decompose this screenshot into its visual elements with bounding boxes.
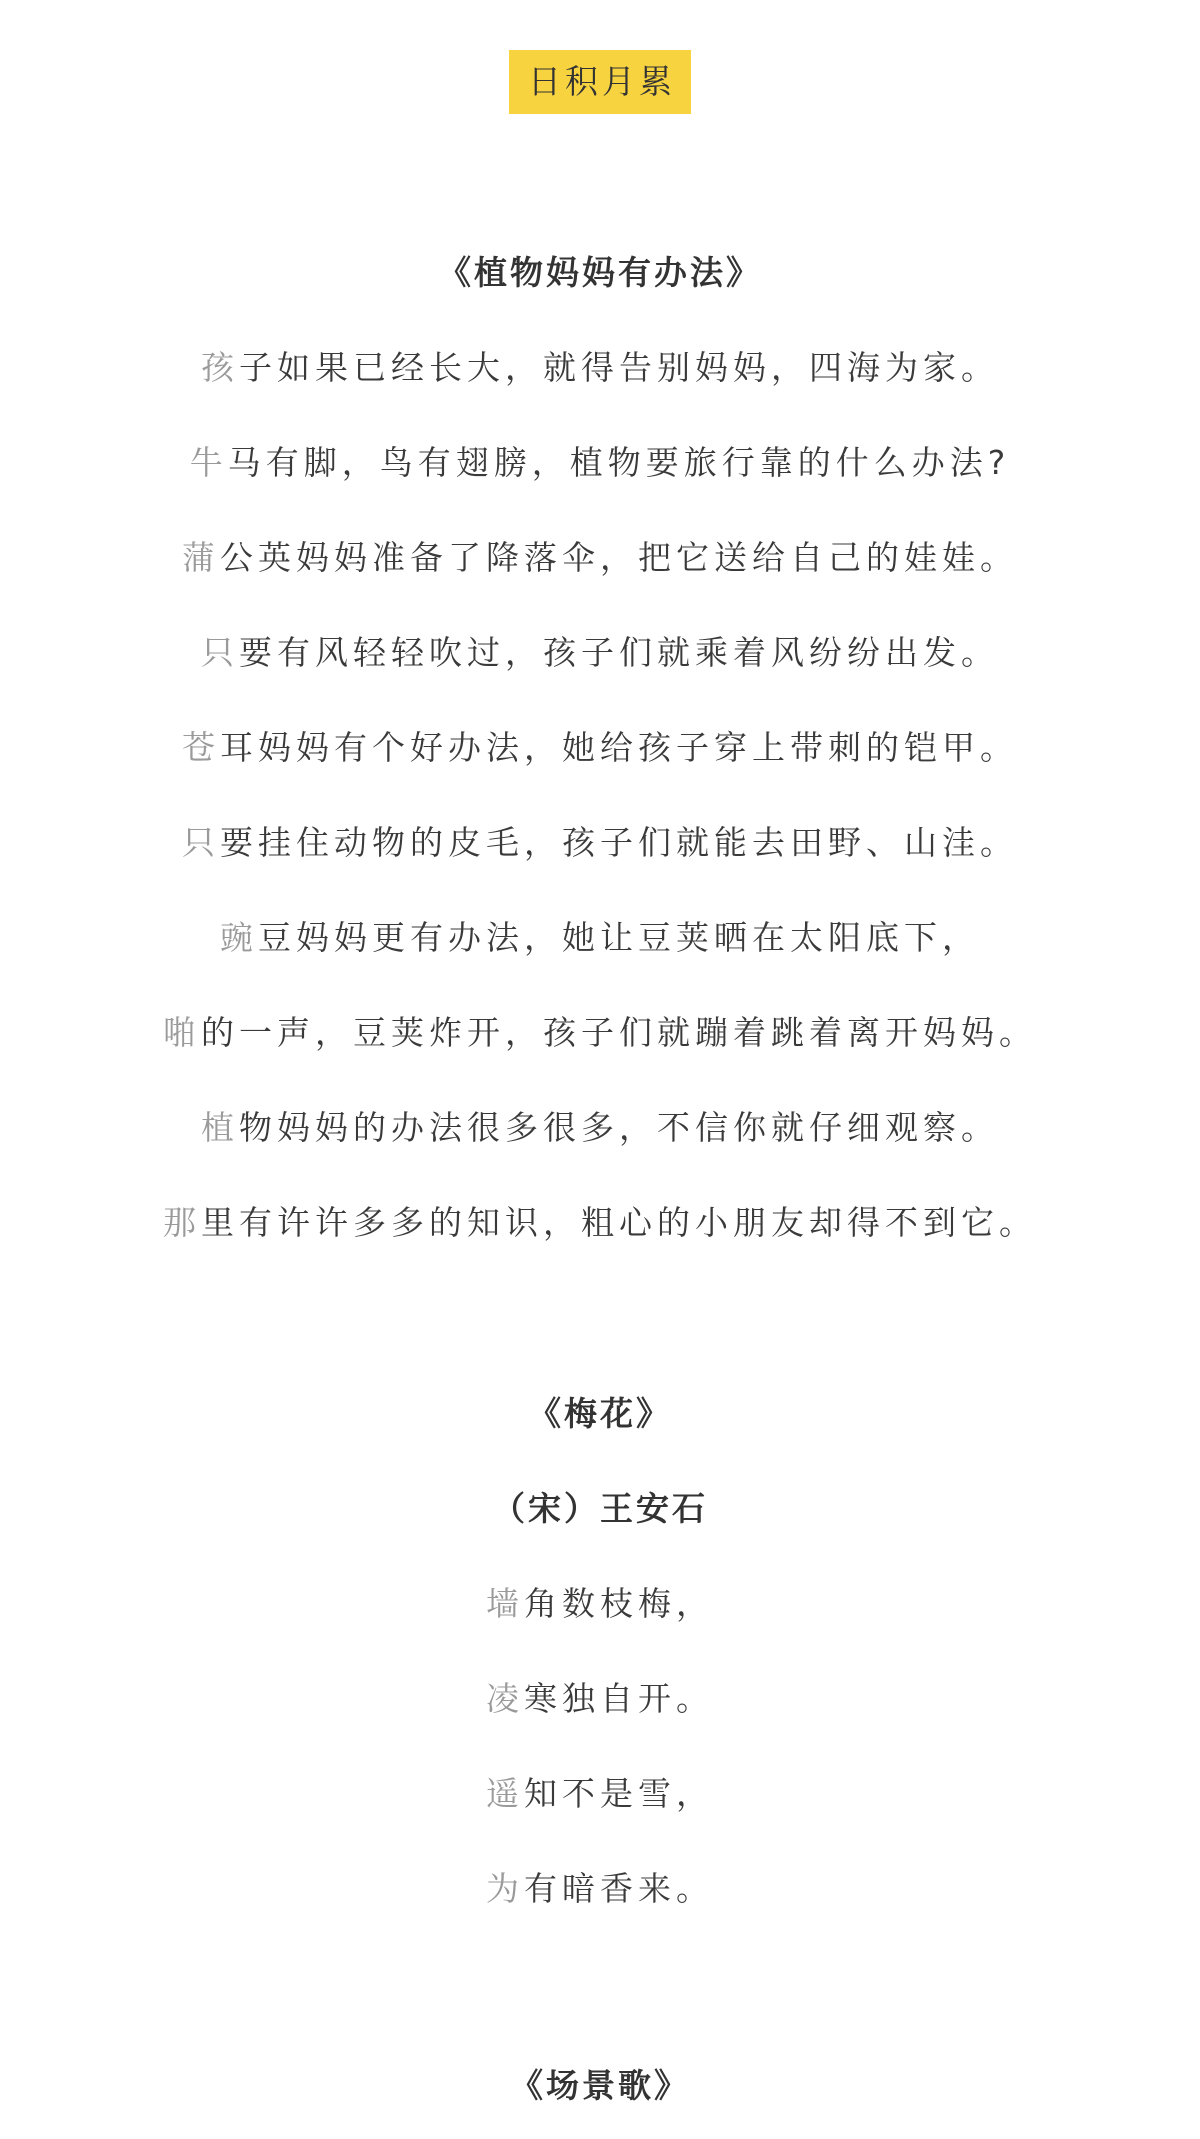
poem-line — [0, 605, 1200, 700]
poem-line — [0, 890, 1200, 985]
line-text: 要有风轻轻吹过，孩子们就乘着风纷纷出发。 — [239, 633, 999, 672]
poem-author: （宋）王安石 — [492, 1489, 708, 1528]
line-first-char: 孩 — [201, 348, 239, 387]
line-text: 知不是雪， — [524, 1774, 714, 1813]
line-text: 豆妈妈更有办法，她让豆荚晒在太阳底下， — [258, 918, 980, 957]
line-first-char: 苍 — [182, 728, 220, 767]
poem-line — [0, 1651, 1200, 1746]
line-first-char: 只 — [201, 633, 239, 672]
poem-plant-mothers — [0, 225, 1200, 1270]
line-first-char: 啪 — [163, 1013, 201, 1052]
poem-scene-song — [0, 2038, 1200, 2133]
line-text: 角数枝梅， — [524, 1584, 714, 1623]
line-first-char: 蒲 — [182, 538, 220, 577]
line-text: 有暗香来。 — [524, 1869, 714, 1908]
line-first-char: 只 — [182, 823, 220, 862]
line-first-char: 遥 — [486, 1774, 524, 1813]
poem-line — [0, 1080, 1200, 1175]
line-text: 里有许许多多的知识，粗心的小朋友却得不到它。 — [201, 1203, 1037, 1242]
poem-line — [0, 700, 1200, 795]
poem-plum-blossom — [0, 1366, 1200, 1936]
section-label: 日积月累 — [509, 50, 691, 114]
line-first-char: 豌 — [220, 918, 258, 957]
line-text: 耳妈妈有个好办法，她给孩子穿上带刺的铠甲。 — [220, 728, 1018, 767]
line-text: 子如果已经长大，就得告别妈妈，四海为家。 — [239, 348, 999, 387]
line-first-char: 为 — [486, 1869, 524, 1908]
poem-title: 《植物妈妈有办法》 — [438, 253, 762, 292]
line-first-char: 墙 — [486, 1584, 524, 1623]
line-first-char: 那 — [163, 1203, 201, 1242]
poem-line — [0, 510, 1200, 605]
line-first-char: 牛 — [189, 443, 228, 482]
poem-line — [0, 1175, 1200, 1270]
line-text: 马有脚，鸟有翅膀，植物要旅行靠的什么办法? — [227, 443, 1011, 482]
section-label-container — [0, 50, 1200, 114]
poem-line — [0, 1746, 1200, 1841]
poem-line — [0, 795, 1200, 890]
line-first-char: 植 — [201, 1108, 239, 1147]
poem-line — [0, 415, 1200, 510]
poem-title: 《梅花》 — [528, 1394, 672, 1433]
line-first-char: 凌 — [486, 1679, 524, 1718]
poem-line — [0, 985, 1200, 1080]
poem-line — [0, 320, 1200, 415]
line-text: 寒独自开。 — [524, 1679, 714, 1718]
line-text: 物妈妈的办法很多很多，不信你就仔细观察。 — [239, 1108, 999, 1147]
line-text: 的一声，豆荚炸开，孩子们就蹦着跳着离开妈妈。 — [201, 1013, 1037, 1052]
line-text: 要挂住动物的皮毛，孩子们就能去田野、山洼。 — [220, 823, 1018, 862]
poem-line — [0, 1841, 1200, 1936]
poem-line — [0, 1556, 1200, 1651]
poem-title: 《场景歌》 — [510, 2066, 690, 2105]
line-text: 公英妈妈准备了降落伞，把它送给自己的娃娃。 — [220, 538, 1018, 577]
